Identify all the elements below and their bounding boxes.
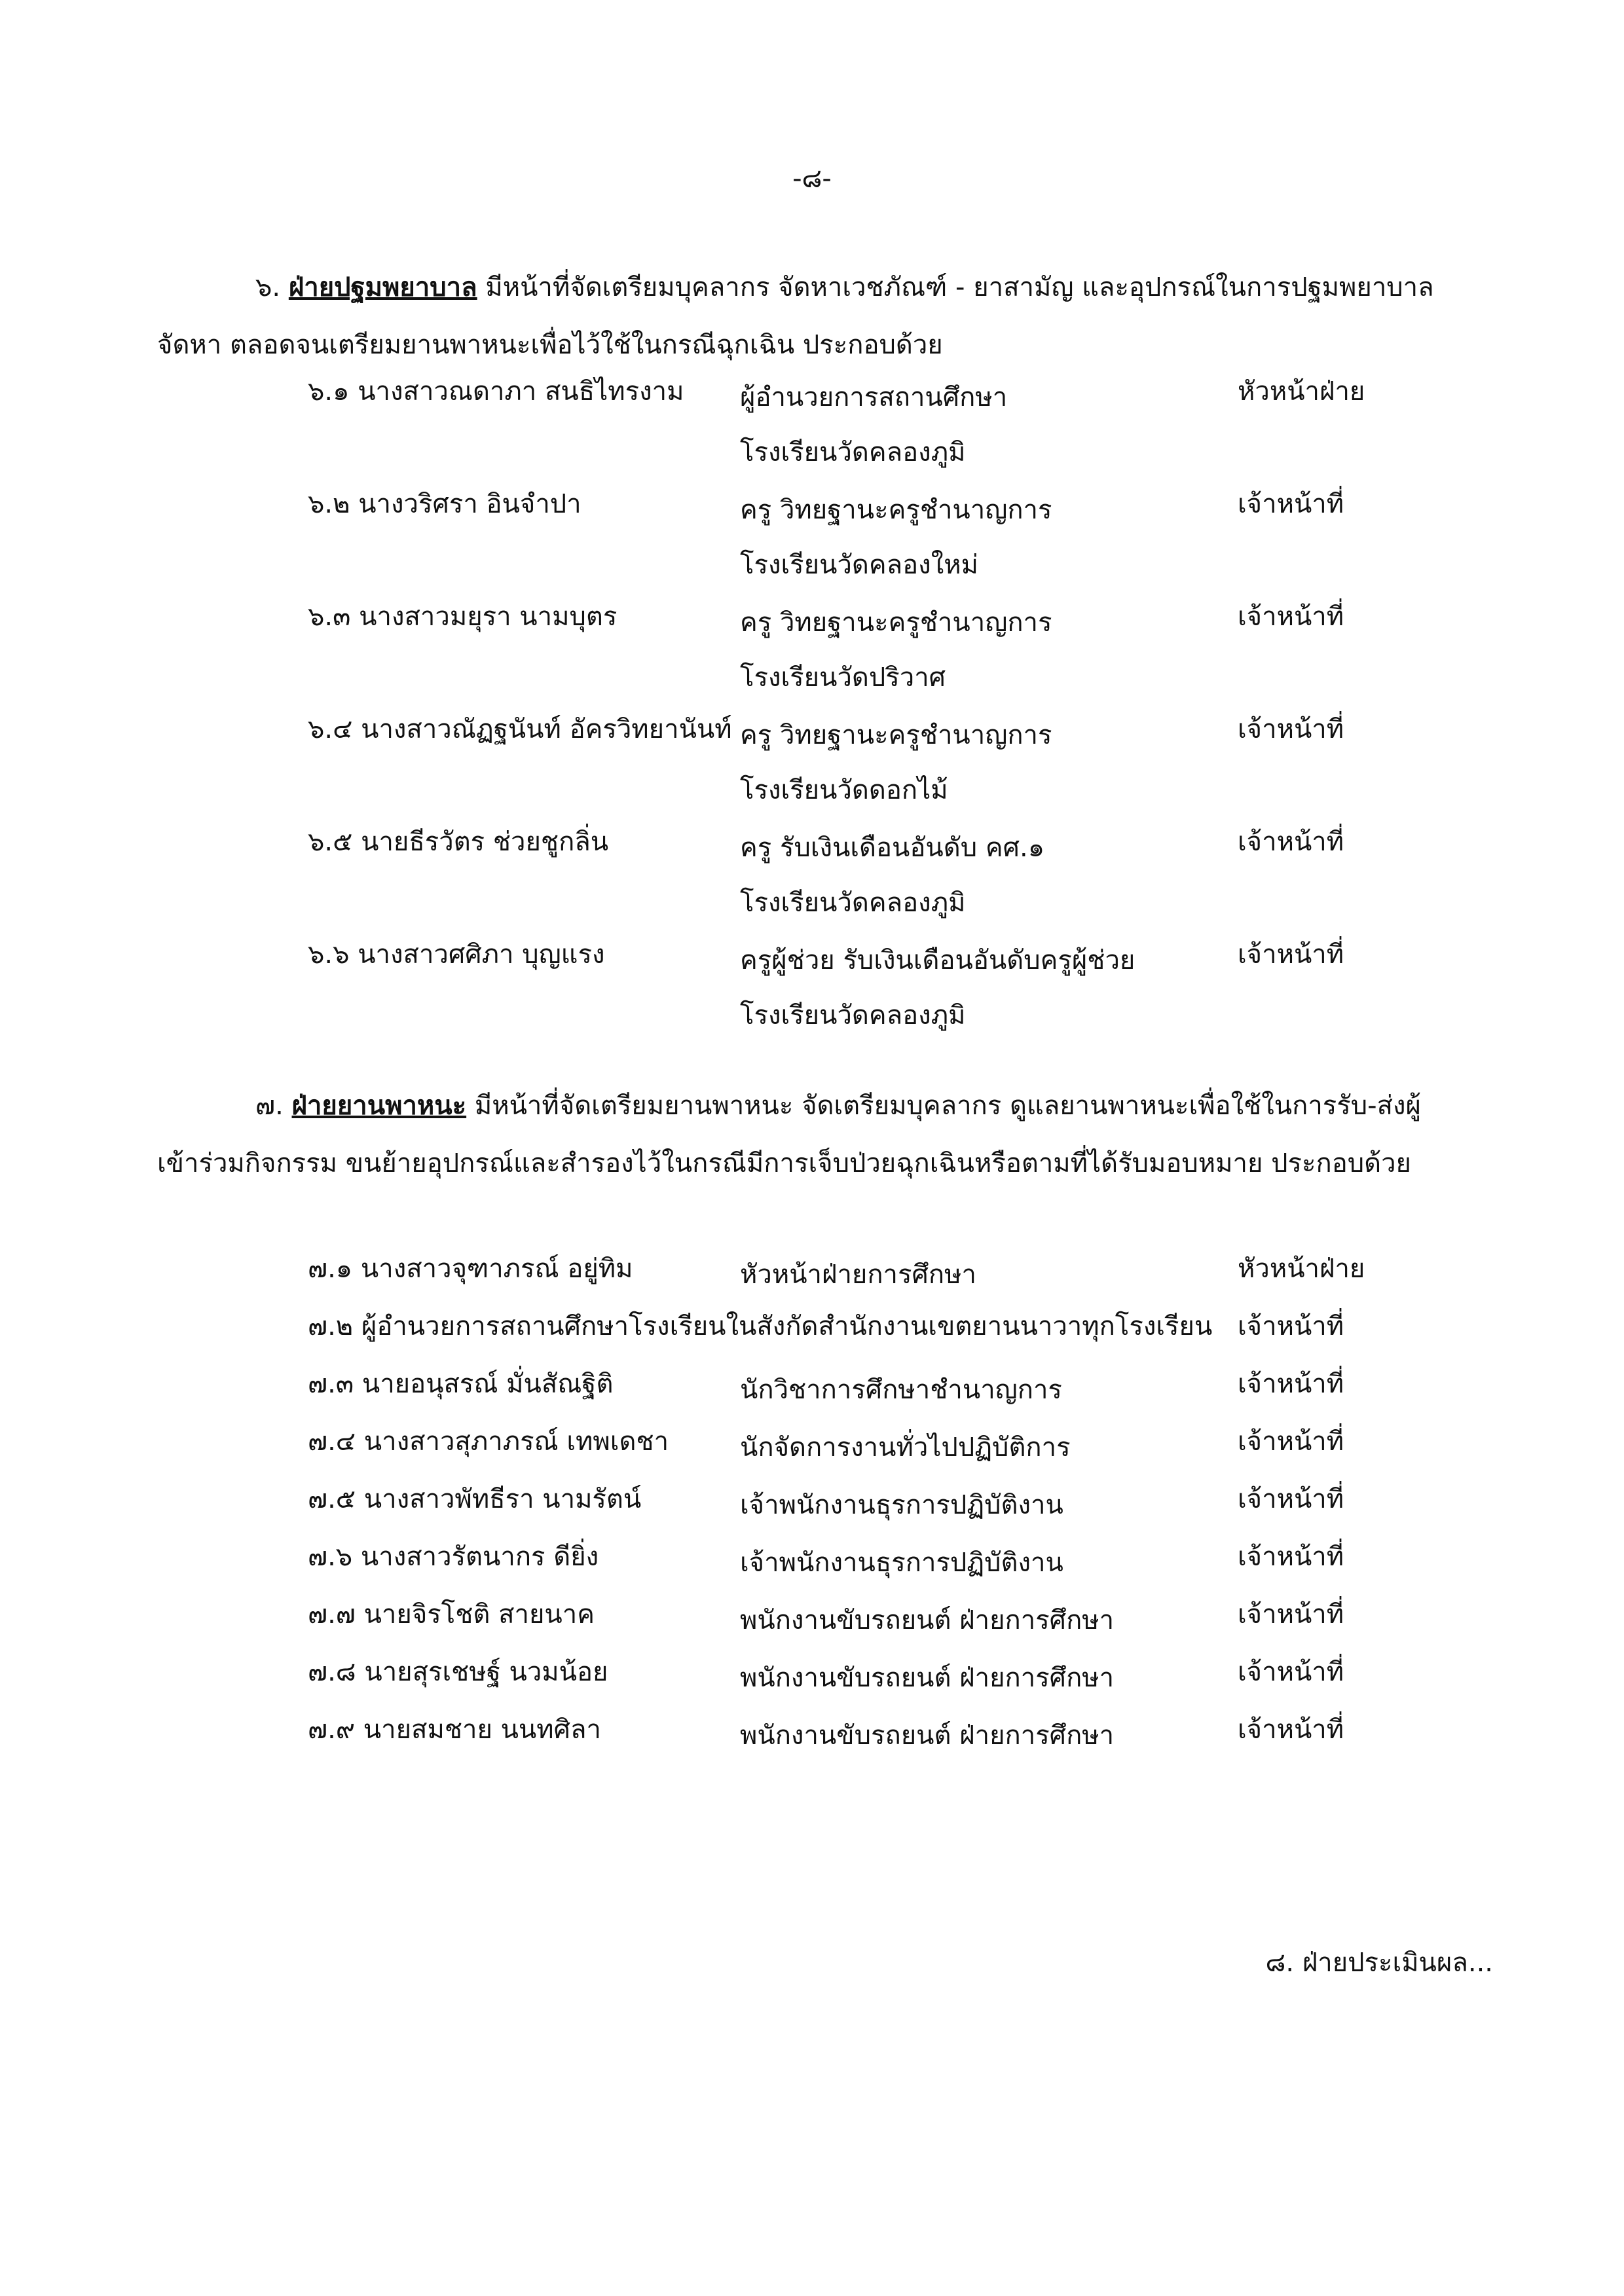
member-name: ๗.๕ นางสาวพัทธีรา นามรัตน์ bbox=[308, 1484, 642, 1514]
member-position: เจ้าพนักงานธุรการปฏิบัติงาน bbox=[740, 1490, 1063, 1520]
member-row bbox=[308, 1420, 1460, 1478]
member-row bbox=[308, 1305, 1460, 1362]
member-position: ครู วิทยฐานะครูชำนาญการ โรงเรียนวัดคลองใหม่ bbox=[740, 495, 1052, 580]
section6-paragraph bbox=[157, 259, 1441, 374]
member-position: ครู รับเงินเดือนอันดับ คศ.๑ โรงเรียนวัดคลองภูมิ bbox=[740, 833, 1045, 918]
member-row bbox=[308, 1708, 1460, 1766]
member-name: ๗.๓ นายอนุสรณ์ มั่นสัณฐิติ bbox=[308, 1369, 614, 1399]
member-row bbox=[308, 1362, 1460, 1420]
member-role: เจ้าหน้าที่ bbox=[1238, 1715, 1344, 1745]
section7-members bbox=[308, 1247, 1460, 1766]
member-row bbox=[308, 820, 1460, 933]
member-name: ๖.๖ นางสาวศศิภา บุญแรง bbox=[308, 939, 605, 970]
member-name: ๖.๑ นางสาวณดาภา สนธิไทรงาม bbox=[308, 376, 684, 407]
member-position: หัวหน้าฝ่ายการศึกษา bbox=[740, 1260, 976, 1290]
member-row bbox=[308, 708, 1460, 820]
section7-number: ๗. bbox=[255, 1091, 284, 1121]
next-page-hint: ๘. ฝ่ายประเมินผล... bbox=[1265, 1948, 1493, 1978]
member-role: เจ้าหน้าที่ bbox=[1238, 1427, 1344, 1457]
member-name: ๖.๒ นางวริศรา อินจำปา bbox=[308, 489, 581, 519]
member-name: ๗.๖ นางสาวรัตนากร ดียิ่ง bbox=[308, 1542, 599, 1572]
member-name: ๗.๔ นางสาวสุภาภรณ์ เทพเดชา bbox=[308, 1427, 669, 1457]
member-row bbox=[308, 370, 1460, 483]
member-role: เจ้าหน้าที่ bbox=[1238, 1369, 1344, 1399]
member-position: ครูผู้ช่วย รับเงินเดือนอันดับครูผู้ช่วย โรงเรียนวัดคลองภูมิ bbox=[740, 945, 1135, 1030]
member-position: เจ้าพนักงานธุรการปฏิบัติงาน bbox=[740, 1548, 1063, 1578]
member-role: เจ้าหน้าที่ bbox=[1238, 714, 1344, 744]
section6-members bbox=[308, 370, 1460, 1046]
member-role: เจ้าหน้าที่ bbox=[1238, 827, 1344, 857]
member-role: เจ้าหน้าที่ bbox=[1238, 1484, 1344, 1514]
member-role: เจ้าหน้าที่ bbox=[1238, 489, 1344, 519]
member-role: เจ้าหน้าที่ bbox=[1238, 939, 1344, 970]
section7-heading: ฝ่ายยานพาหนะ bbox=[291, 1091, 467, 1121]
member-name: ๖.๕ นายธีรวัตร ช่วยชูกลิ่น bbox=[308, 827, 609, 857]
member-role: หัวหน้าฝ่าย bbox=[1238, 1254, 1365, 1284]
member-role: เจ้าหน้าที่ bbox=[1238, 1657, 1344, 1687]
member-position: พนักงานขับรถยนต์ ฝ่ายการศึกษา bbox=[740, 1605, 1115, 1635]
member-position: นักจัดการงานทั่วไปปฏิบัติการ bbox=[740, 1432, 1071, 1463]
member-row bbox=[308, 1593, 1460, 1650]
member-position: ผู้อำนวยการสถานศึกษา โรงเรียนวัดคลองภูมิ bbox=[740, 382, 1008, 467]
member-position: ครู วิทยฐานะครูชำนาญการ โรงเรียนวัดปริวาศ bbox=[740, 608, 1052, 693]
member-role: หัวหน้าฝ่าย bbox=[1238, 376, 1365, 407]
section7-description: มีหน้าที่จัดเตรียมยานพาหนะ จัดเตรียมบุคลากร ดูแลยานพาหนะเพื่อใช้ในการรับ-ส่งผู้เข้าร่วมกิจกรรม ขนย้ายอุปกรณ์และสำรองไว้ในกรณีมีการเจ็บป่วยฉุกเฉินหรือตามที่ได้รับมอบหมาย ประกอบด้วย bbox=[157, 1091, 1421, 1178]
member-name: ๗.๙ นายสมชาย นนทศิลา bbox=[308, 1715, 602, 1745]
member-position: พนักงานขับรถยนต์ ฝ่ายการศึกษา bbox=[740, 1721, 1115, 1751]
member-role: เจ้าหน้าที่ bbox=[1238, 602, 1344, 632]
member-row bbox=[308, 933, 1460, 1046]
section6-heading: ฝ่ายปฐมพยาบาล bbox=[288, 272, 477, 302]
member-name: ๖.๓ นางสาวมยุรา นามบุตร bbox=[308, 602, 618, 632]
member-row bbox=[308, 1247, 1460, 1305]
member-name: ๗.๘ นายสุรเชษฐ์ นวมน้อย bbox=[308, 1657, 608, 1687]
member-position: นักวิชาการศึกษาชำนาญการ bbox=[740, 1375, 1062, 1405]
member-row bbox=[308, 1535, 1460, 1593]
member-position: พนักงานขับรถยนต์ ฝ่ายการศึกษา bbox=[740, 1663, 1115, 1693]
member-position: ครู วิทยฐานะครูชำนาญการ โรงเรียนวัดดอกไม้ bbox=[740, 720, 1052, 805]
member-row bbox=[308, 1650, 1460, 1708]
page-number: -๘- bbox=[792, 164, 832, 194]
member-role: เจ้าหน้าที่ bbox=[1238, 1542, 1344, 1572]
member-row bbox=[308, 1478, 1460, 1535]
member-name: ๗.๗ นายจิรโชติ สายนาค bbox=[308, 1599, 595, 1630]
member-role: เจ้าหน้าที่ bbox=[1238, 1311, 1344, 1341]
section6-number: ๖. bbox=[255, 272, 281, 302]
member-name: ๖.๔ นางสาวณัฏฐนันท์ อัครวิทยานันท์ bbox=[308, 714, 732, 744]
member-row bbox=[308, 483, 1460, 595]
section6-description: มีหน้าที่จัดเตรียมบุคลากร จัดหาเวชภัณฑ์ - ยาสามัญ และอุปกรณ์ในการปฐมพยาบาล จัดหา ตลอดจนเตรียมยานพาหนะเพื่อไว้ใช้ในกรณีฉุกเฉิน ประกอบด้วย bbox=[157, 272, 1434, 360]
member-role: เจ้าหน้าที่ bbox=[1238, 1599, 1344, 1630]
section7-paragraph bbox=[157, 1077, 1441, 1192]
member-row bbox=[308, 595, 1460, 708]
member-name: ๗.๒ ผู้อำนวยการสถานศึกษาโรงเรียนในสังกัดสำนักงานเขตยานนาวาทุกโรงเรียน bbox=[308, 1311, 1213, 1341]
member-name: ๗.๑ นางสาวจุฑาภรณ์ อยู่ทิม bbox=[308, 1254, 633, 1284]
